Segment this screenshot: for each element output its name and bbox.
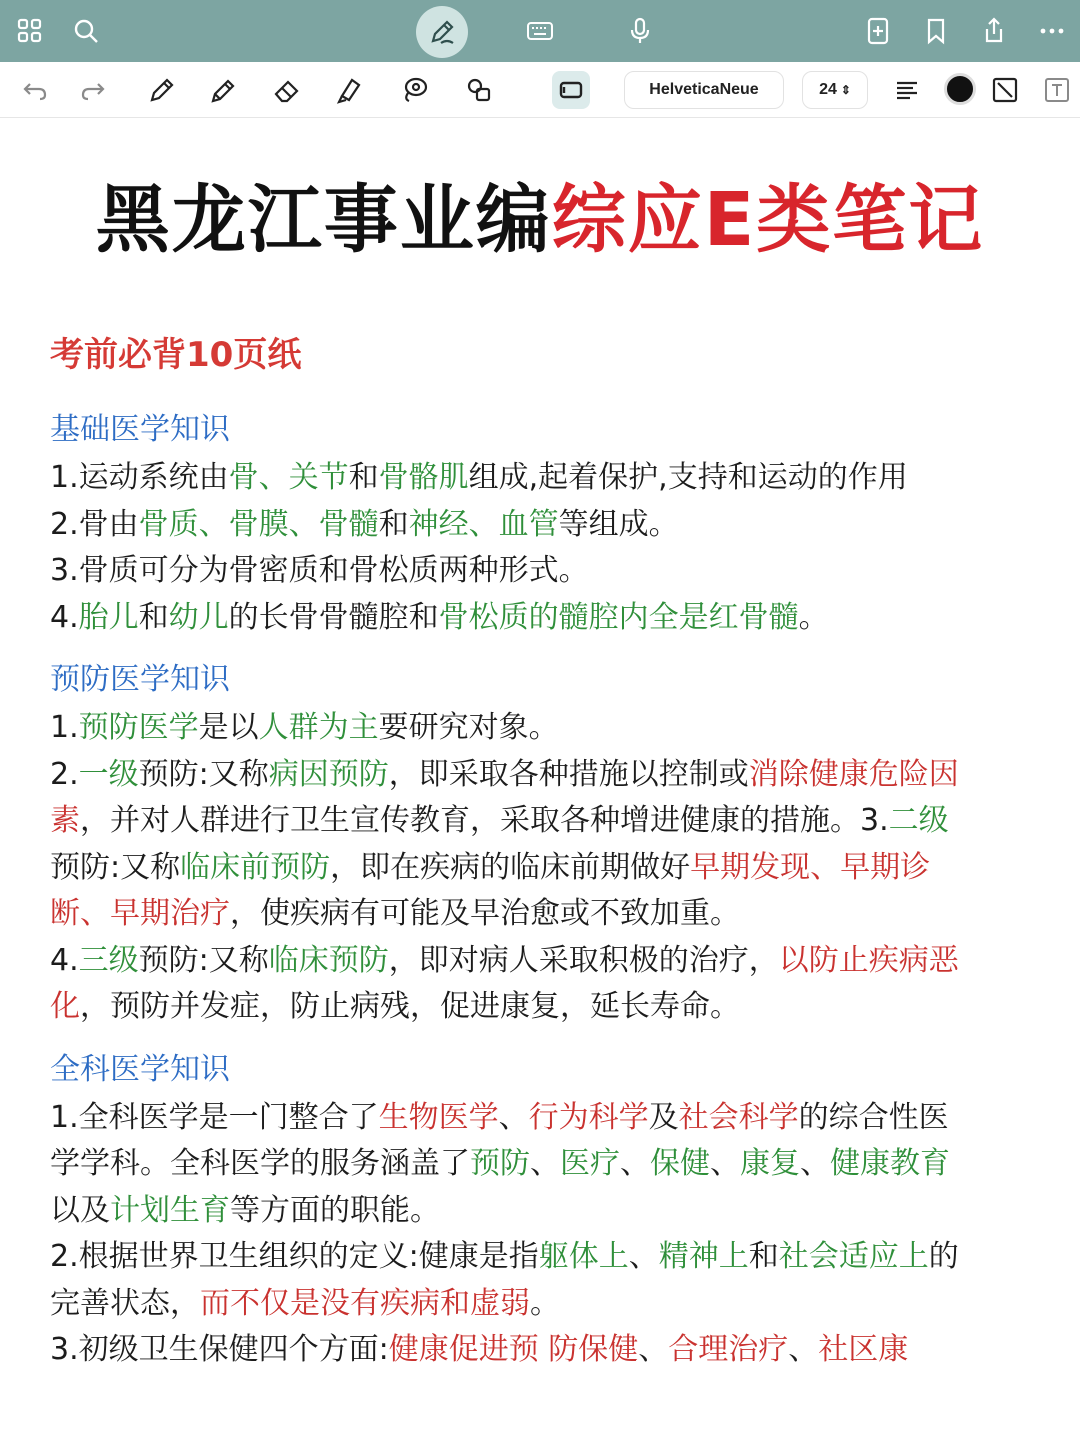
highlight-green-text: 预防医学 — [78, 710, 199, 745]
highlighter-icon[interactable] — [330, 71, 368, 109]
body-text: 2.根据世界卫生组织的定义:健康是指 — [50, 1239, 539, 1274]
body-text: 。 — [530, 1285, 560, 1321]
body-text: ，预防并发症，防止病残，促进康复，延长寿命。 — [80, 989, 740, 1024]
note-line — [50, 705, 1035, 752]
highlight-green-text: 社会适应上 — [778, 1239, 929, 1274]
font-size-stepper[interactable] — [802, 71, 868, 109]
highlight-green-text: 人群为主 — [258, 710, 379, 745]
body-text: 2. — [50, 756, 79, 792]
textbox-icon[interactable] — [1038, 71, 1076, 109]
highlight-green-text: 三级 — [78, 942, 139, 978]
body-text: ，使疾病有可能及早治愈或不致加重。 — [230, 896, 740, 931]
body-text: 3.初级卫生保健四个方面: — [50, 1332, 389, 1367]
microphone-icon[interactable] — [620, 11, 660, 51]
eraser-icon[interactable] — [268, 71, 306, 109]
highlight-red-text: 社区康 — [818, 1332, 909, 1367]
body-text: 、 — [620, 1146, 650, 1181]
highlight-red-text: 生物医学 — [378, 1099, 499, 1135]
body-text: 的综合性医 — [798, 1099, 949, 1135]
highlight-red-text: 社会科学 — [678, 1099, 799, 1135]
note-line — [50, 798, 1035, 845]
highlight-green-text: 预防 — [470, 1146, 530, 1181]
section-heading: 基础医学知识 — [50, 412, 230, 447]
body-text: 、 — [638, 1332, 669, 1367]
grid-icon[interactable] — [10, 11, 50, 51]
highlight-green-text: 病因预防 — [268, 756, 389, 792]
keyboard-icon[interactable] — [520, 11, 560, 51]
note-line — [50, 1141, 1035, 1188]
note-line — [50, 455, 1035, 502]
highlight-green-text: 临床前预防 — [180, 849, 331, 885]
drawing-toolbar — [0, 62, 1080, 118]
note-line — [50, 938, 1035, 985]
body-text: 等组成。 — [558, 506, 679, 542]
bookmark-icon[interactable] — [916, 11, 956, 51]
body-text: 组成,起着保护,支持和运动的作用 — [468, 460, 908, 495]
note-line — [50, 502, 1035, 549]
page-title — [0, 170, 1080, 270]
body-text: 和 — [138, 599, 169, 635]
body-text: 4. — [50, 942, 79, 978]
chevron-updown-icon: ⇕ — [840, 83, 851, 97]
highlight-red-text: 以防止疾病恶 — [778, 942, 959, 978]
add-page-icon[interactable] — [858, 11, 898, 51]
body-text: 3.骨质可分为骨密质和骨松质两种形式。 — [50, 553, 589, 588]
subtitle: 考前必背10页纸 — [50, 335, 302, 375]
font-selector[interactable]: HelveticaNeue — [624, 71, 784, 109]
highlight-green-text: 一级 — [78, 756, 139, 792]
note-line — [50, 1095, 1035, 1142]
body-text: 学学科。全科医学的服务涵盖了 — [50, 1146, 470, 1181]
highlight-green-text: 健康教育 — [830, 1146, 950, 1181]
highlight-red-text: 早期发现、早期诊 — [690, 849, 931, 885]
body-text: 是以 — [198, 710, 259, 745]
body-text: ，即对病人采取积极的治疗， — [388, 942, 779, 978]
share-icon[interactable] — [974, 11, 1014, 51]
highlight-green-text: 临床预防 — [268, 942, 389, 978]
note-body — [50, 405, 1035, 1374]
note-line — [50, 891, 1035, 938]
note-line — [50, 1327, 1035, 1374]
highlight-red-text: 素 — [50, 803, 80, 838]
redo-icon[interactable] — [74, 71, 112, 109]
body-text: 预防:又称 — [138, 756, 269, 792]
body-text: 和 — [378, 506, 409, 542]
note-line — [50, 548, 1035, 595]
highlight-green-text: 幼儿 — [168, 599, 229, 635]
section-heading: 预防医学知识 — [50, 662, 230, 697]
body-text: 要研究对象。 — [378, 710, 559, 745]
note-line — [50, 845, 1035, 892]
body-text: 1. — [50, 710, 79, 745]
more-icon[interactable] — [1032, 11, 1072, 51]
body-text: 、 — [498, 1099, 529, 1135]
highlight-green-text: 骨松质的髓腔内全是红骨髓 — [438, 599, 799, 635]
note-line — [50, 595, 1035, 642]
note-line — [50, 1281, 1035, 1328]
highlight-red-text: 行为科学 — [528, 1099, 649, 1135]
body-text: 和 — [348, 460, 379, 495]
pencil-icon[interactable] — [204, 71, 242, 109]
body-text: 2.骨由 — [50, 506, 139, 542]
highlight-green-text: 躯体上 — [538, 1239, 629, 1274]
text-align-icon[interactable] — [888, 71, 926, 109]
note-line — [50, 1234, 1035, 1281]
highlight-red-text: 健康促进预 防保健 — [388, 1332, 639, 1367]
title-red-part: 综应E类笔记 — [551, 177, 985, 263]
note-line — [50, 1188, 1035, 1235]
body-text: 1.全科医学是一门整合了 — [50, 1099, 379, 1135]
body-text: ，即采取各种措施以控制或 — [388, 756, 749, 792]
body-text: 1.运动系统由 — [50, 460, 229, 495]
highlight-green-text: 二级 — [888, 803, 949, 838]
line-icon[interactable] — [986, 71, 1024, 109]
highlight-green-text: 骨、关节 — [228, 460, 349, 495]
body-text: 以及 — [50, 1192, 110, 1228]
pen-tool-icon[interactable] — [142, 71, 180, 109]
undo-icon[interactable] — [16, 71, 54, 109]
body-text: 4. — [50, 599, 79, 635]
body-text: ，即在疾病的临床前期做好 — [330, 849, 691, 885]
section-gap — [50, 1031, 1035, 1045]
body-text: 、 — [800, 1146, 830, 1181]
highlight-green-text: 保健 — [650, 1146, 710, 1181]
body-text: 的 — [928, 1239, 959, 1274]
body-text: 、 — [788, 1332, 819, 1367]
body-text: 、 — [710, 1146, 740, 1181]
body-text: 和 — [748, 1239, 779, 1274]
lasso-icon[interactable] — [396, 71, 434, 109]
highlight-red-text: 断、早期治疗 — [50, 896, 230, 931]
highlight-red-text: 化 — [50, 989, 80, 1024]
highlight-green-text: 计划生育 — [110, 1192, 230, 1228]
select-icon[interactable] — [552, 71, 590, 109]
note-line — [50, 752, 1035, 799]
note-line — [50, 984, 1035, 1031]
highlight-red-text: 而不仅是没有疾病和虚弱 — [200, 1285, 530, 1321]
section-gap — [50, 641, 1035, 655]
highlight-green-text: 胎儿 — [78, 599, 139, 635]
highlight-green-text: 骨质、骨膜、骨髓 — [138, 506, 379, 542]
shapes-icon[interactable] — [460, 71, 498, 109]
body-text: 、 — [628, 1239, 659, 1274]
highlight-red-text: 消除健康危险因 — [748, 756, 959, 792]
body-text: 等方面的职能。 — [230, 1192, 440, 1228]
search-icon[interactable] — [66, 11, 106, 51]
color-picker[interactable] — [944, 73, 976, 105]
pen-icon[interactable] — [416, 6, 468, 58]
body-text: 预防:又称 — [138, 942, 269, 978]
body-text: 预防:又称 — [50, 849, 181, 885]
body-text: ，并对人群进行卫生宣传教育，采取各种增进健康的措施。3. — [80, 803, 889, 838]
highlight-green-text: 医疗 — [560, 1146, 620, 1181]
title-black-part: 黑龙江事业编 — [95, 177, 552, 263]
body-text: 完善状态， — [50, 1285, 200, 1321]
body-text: 、 — [530, 1146, 560, 1181]
body-text: 。 — [798, 599, 829, 635]
highlight-green-text: 康复 — [740, 1146, 800, 1181]
highlight-red-text: 合理治疗 — [668, 1332, 789, 1367]
highlight-green-text: 神经、血管 — [408, 506, 559, 542]
body-text: 的长骨骨髓腔和 — [228, 599, 439, 635]
body-text: 及 — [648, 1099, 679, 1135]
highlight-green-text: 骨骼肌 — [378, 460, 469, 495]
app-top-bar — [0, 0, 1080, 62]
section-heading: 全科医学知识 — [50, 1051, 230, 1087]
font-size-value: 24 — [819, 81, 837, 98]
highlight-green-text: 精神上 — [658, 1239, 749, 1274]
